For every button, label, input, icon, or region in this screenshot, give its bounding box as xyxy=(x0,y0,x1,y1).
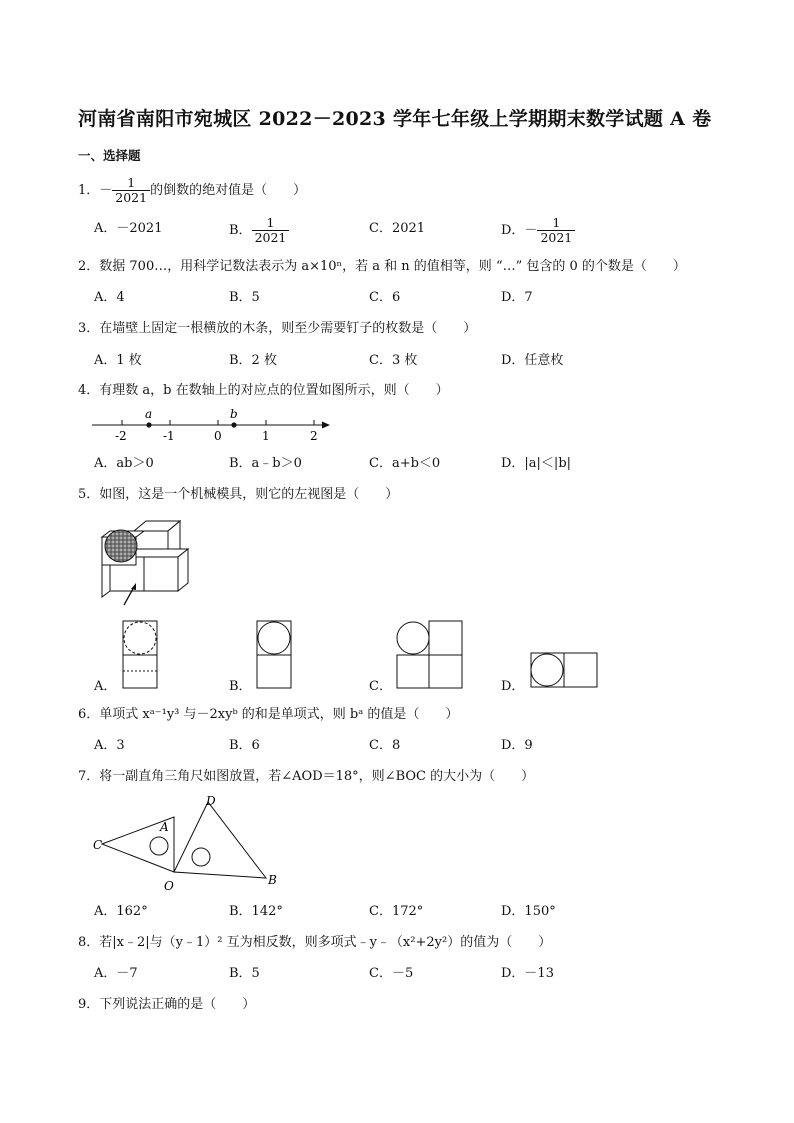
q3-option-b[interactable]: B．2 枚 xyxy=(229,353,277,368)
q4-option-b[interactable]: B．a﹣b＞0 xyxy=(229,456,302,471)
page-title: 河南省南阳市宛城区 2022－2023 学年七年级上学期期末数学试题 A 卷 xyxy=(78,108,712,130)
point-a-label: a xyxy=(145,407,153,421)
ruler-hole-2 xyxy=(192,848,210,866)
q3-option-a[interactable]: A．1 枚 xyxy=(94,353,142,368)
label-d: D xyxy=(206,794,216,808)
section-heading: 一、选择题 xyxy=(78,148,141,163)
q6-option-d[interactable]: D．9 xyxy=(501,738,533,753)
q8-option-c[interactable]: C．－5 xyxy=(369,966,414,981)
q8-option-b[interactable]: B．5 xyxy=(229,966,260,981)
point-b-dot xyxy=(231,422,236,427)
q5-option-d[interactable]: D． xyxy=(501,679,525,694)
question-2-stem: 2．数据 700…，用科学记数法表示为 a×10ⁿ，若 a 和 n 的值相等，则 “…” 包含的 0 的个数是（ ） xyxy=(78,259,686,274)
question-6-stem: 6．单项式 xᵃ⁻¹y³ 与－2xyᵇ 的和是单项式，则 bᵃ 的值是（ ） xyxy=(78,707,459,722)
tick-label-1: 1 xyxy=(262,429,270,443)
q1-suffix: 的倒数的绝对值是（ ） xyxy=(150,183,307,198)
q3-option-c[interactable]: C．3 枚 xyxy=(369,353,418,368)
q1-d-den: 2021 xyxy=(540,230,573,245)
q8-option-d[interactable]: D．－13 xyxy=(501,966,554,981)
tick-label-2: 2 xyxy=(310,429,318,443)
q1-option-c[interactable]: C．2021 xyxy=(369,221,426,236)
q1-b-num: 1 xyxy=(252,216,290,231)
q2-option-c[interactable]: C．6 xyxy=(369,290,401,305)
sphere-shape xyxy=(105,530,137,562)
q7-option-a[interactable]: A．162° xyxy=(94,904,148,919)
q5-option-c-figure xyxy=(396,620,468,690)
q7-option-d[interactable]: D．150° xyxy=(501,904,556,919)
q6-option-a[interactable]: A．3 xyxy=(94,738,125,753)
q6-option-c[interactable]: C．8 xyxy=(369,738,401,753)
q7-option-c[interactable]: C．172° xyxy=(369,904,424,919)
q1-fraction xyxy=(112,176,150,205)
label-c: C xyxy=(93,838,103,852)
q8-option-a[interactable]: A．－7 xyxy=(94,966,138,981)
point-a-dot xyxy=(146,422,151,427)
q1-d-prefix: D．－ xyxy=(501,223,538,238)
question-8-stem: 8．若|x﹣2|与（y﹣1）² 互为相反数，则多项式﹣y﹣（x²+2y²）的值为（ ） xyxy=(78,935,552,950)
question-4-stem: 4．有理数 a，b 在数轴上的对应点的位置如图所示，则（ ） xyxy=(78,383,449,398)
q1-option-b[interactable] xyxy=(229,216,289,245)
tick-label-minus-2: -2 xyxy=(115,429,127,443)
q2-option-b[interactable]: B．5 xyxy=(229,290,260,305)
label-b: B xyxy=(268,873,277,887)
question-9-stem: 9．下列说法正确的是（ ） xyxy=(78,997,256,1012)
q1-d-num: 1 xyxy=(537,216,575,231)
q1-b-prefix: B． xyxy=(229,223,252,238)
q1-b-fraction xyxy=(252,216,290,245)
q7-option-b[interactable]: B．142° xyxy=(229,904,283,919)
point-b-label: b xyxy=(230,407,238,421)
question-1-stem xyxy=(78,176,306,205)
question-5-stem: 5．如图，这是一个机械模具，则它的左视图是（ ） xyxy=(78,487,399,502)
q5-option-b[interactable]: B． xyxy=(229,679,252,694)
tick-label-minus-1: -1 xyxy=(163,429,175,443)
number-line-figure xyxy=(88,404,338,444)
q2-option-d[interactable]: D．7 xyxy=(501,290,533,305)
q1-d-fraction xyxy=(537,216,575,245)
q1-prefix: 1．－ xyxy=(78,183,113,198)
q1-b-den: 2021 xyxy=(254,230,287,245)
question-3-stem: 3．在墙壁上固定一根横放的木条，则至少需要钉子的枚数是（ ） xyxy=(78,321,477,336)
q4-option-a[interactable]: A．ab＞0 xyxy=(94,456,154,471)
tick-label-0: 0 xyxy=(214,429,222,443)
question-7-stem: 7．将一副直角三角尺如图放置，若∠AOD＝18°，则∠BOC 的大小为（ ） xyxy=(78,769,535,784)
label-a: A xyxy=(160,820,169,834)
ruler-hole-1 xyxy=(150,837,168,855)
q4-option-d[interactable]: D．|a|＜|b| xyxy=(501,456,572,471)
triangle-dob xyxy=(174,802,266,878)
q6-option-b[interactable]: B．6 xyxy=(229,738,260,753)
label-o: O xyxy=(164,879,174,893)
q3-option-d[interactable]: D．任意枚 xyxy=(501,353,564,368)
q1-frac-den: 2021 xyxy=(115,190,148,205)
mold-3d-figure xyxy=(96,517,196,613)
q2-option-a[interactable]: A．4 xyxy=(94,290,125,305)
number-line-arrow xyxy=(322,422,330,429)
q1-option-d[interactable] xyxy=(501,216,575,245)
q1-frac-num: 1 xyxy=(112,176,150,191)
q5-option-a-figure xyxy=(122,620,162,690)
q5-option-b-figure xyxy=(256,620,296,690)
q4-option-c[interactable]: C．a+b＜0 xyxy=(369,456,441,471)
q5-option-a[interactable]: A． xyxy=(94,679,117,694)
q5-option-c[interactable]: C． xyxy=(369,679,392,694)
q1-option-a[interactable]: A．－2021 xyxy=(94,221,163,236)
q5-option-d-figure xyxy=(530,652,602,692)
triangle-rulers-figure xyxy=(90,792,290,898)
